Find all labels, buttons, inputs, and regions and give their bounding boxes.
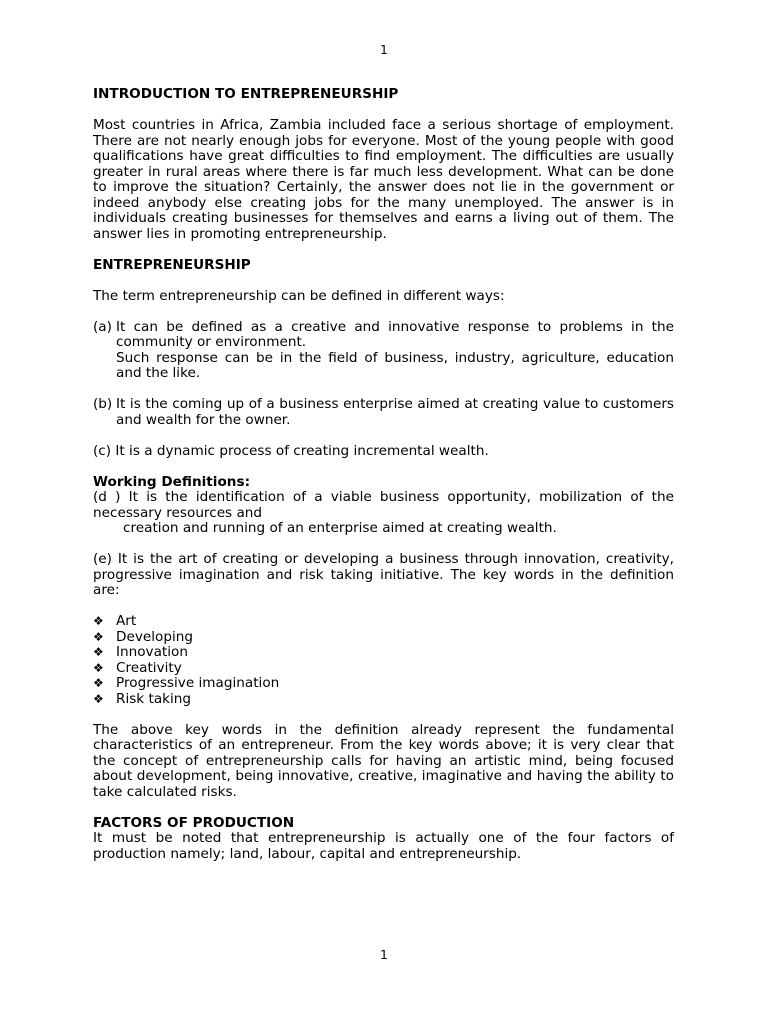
document-title: INTRODUCTION TO ENTREPRENEURSHIP — [93, 86, 399, 102]
definition-d-line2: creation and running of an enterprise aimed at creating wealth. — [123, 520, 557, 536]
definition-a-line2: Such response can be in the field of business, industry, agriculture, education and the like. — [116, 349, 674, 381]
list-item — [93, 645, 674, 661]
factors-heading: FACTORS OF PRODUCTION — [93, 814, 295, 831]
definition-a — [93, 320, 674, 382]
diamond-bullet-icon: ❖ — [93, 691, 104, 706]
list-item — [93, 676, 674, 692]
diamond-bullet-icon: ❖ — [93, 660, 104, 675]
list-item — [93, 614, 674, 630]
key-word: Innovation — [116, 644, 188, 660]
definition-d-line1: (d ) It is the identification of a viable business opportunity, mobilization of the necessary resources and — [93, 489, 674, 521]
working-definitions-heading: Working Definitions: — [93, 473, 251, 490]
diamond-bullet-icon: ❖ — [93, 629, 104, 644]
summary-paragraph: The above key words in the definition already represent the fundamental characteristics of an entrepreneur. From the key words above; it is very clear that the concept of entrepreneurship calls for having an artistic mind, being focused about development, being innovative, creative, imaginative and having the ability to take calculated risks. — [93, 721, 674, 800]
key-word: Progressive imagination — [116, 675, 280, 691]
definition-c: (c) It is a dynamic process of creating incremental wealth. — [93, 442, 489, 459]
key-words-list — [93, 614, 674, 707]
intro-paragraph: Most countries in Africa, Zambia included face a serious shortage of employment. There are not nearly enough jobs for everyone. Most of the young people with good qualifications have great difficulties to find employment. The difficulties are usually greater in rural areas where there is far much less development. What can be done to improve the situation? Certainly, the answer does not lie in the government or indeed anybody else creating jobs for the many unemployed. The answer is in individuals creating businesses for themselves and earns a living out of them. The answer lies in promoting entrepreneurship. — [93, 117, 674, 242]
factors-paragraph: It must be noted that entrepreneurship is actually one of the four factors of production namely; land, labour, capital and entrepreneurship. — [93, 830, 674, 862]
definitions-lead: The term entrepreneurship can be defined in different ways: — [93, 287, 505, 304]
definition-a-label: (a) — [93, 318, 112, 335]
document-body — [93, 87, 674, 878]
definition-b-label: (b) — [93, 396, 113, 412]
page-number-top: 1 — [380, 43, 388, 57]
list-item — [93, 661, 674, 677]
page-number-bottom: 1 — [380, 948, 388, 962]
key-word: Art — [116, 613, 137, 629]
definition-b — [93, 397, 674, 428]
diamond-bullet-icon: ❖ — [93, 676, 104, 690]
diamond-bullet-icon: ❖ — [93, 645, 104, 659]
definition-a-line1: It can be defined as a creative and innovative response to problems in the community or environment. — [116, 318, 674, 350]
list-item — [93, 630, 674, 646]
list-item — [93, 692, 674, 708]
definition-b-text: It is the coming up of a business enterprise aimed at creating value to customers and wealth for the owner. — [116, 396, 674, 428]
key-word: Creativity — [116, 659, 182, 676]
diamond-bullet-icon: ❖ — [93, 614, 104, 628]
definition-e: (e) It is the art of creating or developing a business through innovation, creativity, progressive imagination and risk taking initiative. The key words in the definition are: — [93, 551, 674, 598]
section-heading-entrepreneurship: ENTREPRENEURSHIP — [93, 256, 251, 273]
key-word: Risk taking — [116, 690, 192, 707]
key-word: Developing — [116, 628, 193, 645]
